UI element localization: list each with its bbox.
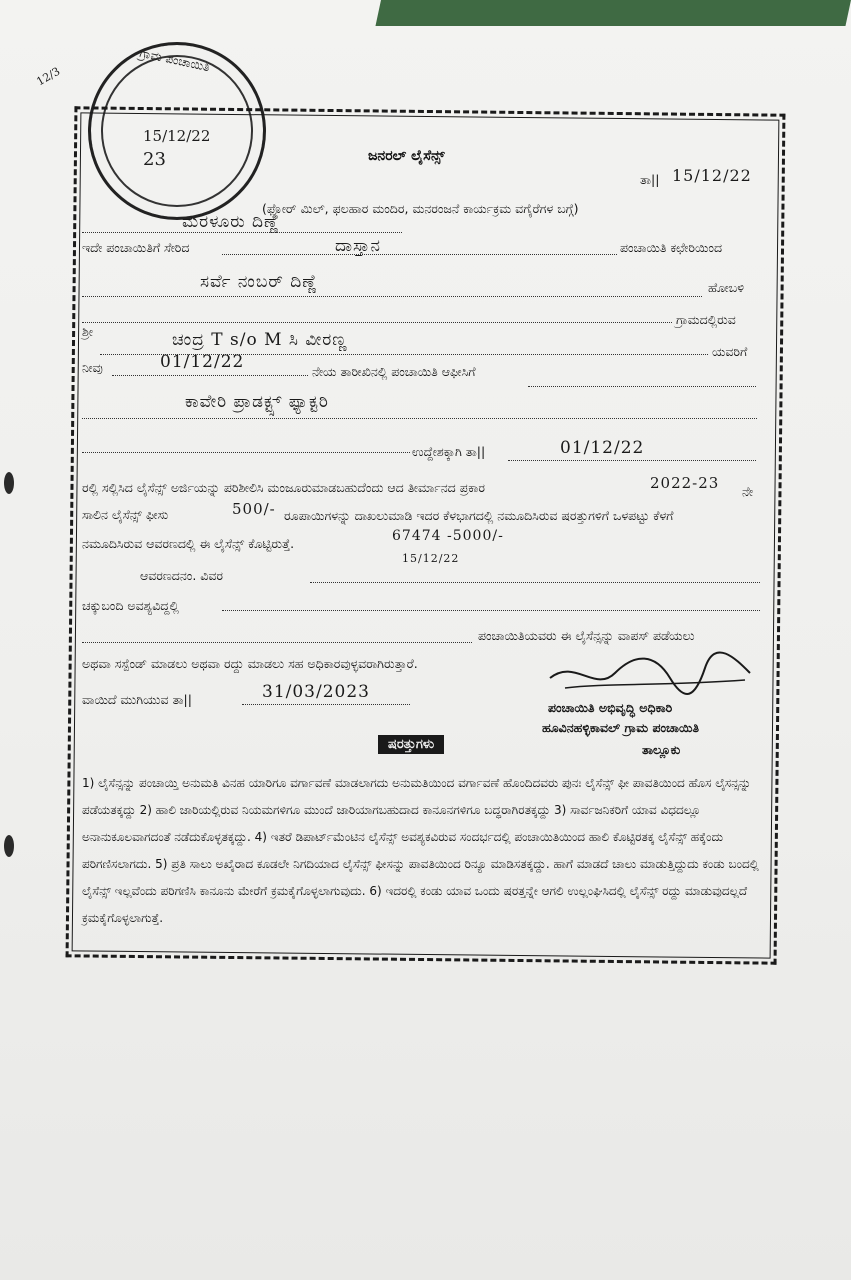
license-subtitle: (ಫ್ಲೋರ್ ಮಿಲ್, ಫಲಹಾರ ಮಂದಿರ, ಮನರಂಜನೆ ಕಾರ್ಯಕ್ರಮ ವಗೈರೆಗಳ ಬಗ್ಗೆ) bbox=[262, 201, 579, 216]
line-issued: ನಮೂದಿಸಿರುವ ಆವರಣದಲ್ಲಿ ಈ ಲೈಸೆನ್ಸ್ ಕೊಟ್ಟಿರುತ್ತೆ. bbox=[82, 536, 295, 551]
line-fee-label: ಸಾಲಿನ ಲೈಸೆನ್ಸ್ ಫೀಸು bbox=[82, 507, 169, 522]
handwritten-receipt-date: 15/12/22 bbox=[402, 552, 460, 565]
signature-panchayat: ಹೂವಿನಹಳ್ಳಿಕಾವಲ್ ಗ್ರಾಮ ಪಂಚಾಯಿತಿ bbox=[542, 720, 699, 735]
fill-line bbox=[82, 296, 702, 297]
fill-line bbox=[222, 610, 760, 611]
line-year-suffix: ನೇ bbox=[742, 484, 754, 499]
line-panchayat-label: ಇದೇ ಪಂಚಾಯಿತಿಗೆ ಸೇರಿದ bbox=[82, 240, 190, 255]
stamp-date: 15/12/22 bbox=[143, 127, 211, 145]
handwritten-applicant: ಚಂದ್ರ T s/o M ಸಿ ವೀರಣ್ಣ bbox=[172, 330, 348, 350]
line-shri: ಶ್ರೀ bbox=[82, 324, 94, 339]
line-village: ಗ್ರಾಮದಲ್ಲಿರುವ bbox=[676, 312, 736, 327]
punch-hole bbox=[4, 472, 14, 494]
conditions-heading: ಷರತ್ತುಗಳು bbox=[378, 735, 444, 754]
fill-line bbox=[528, 386, 756, 387]
line-purpose: ಉದ್ದೇಶಕ್ಕಾಗಿ ತಾ|| bbox=[412, 444, 486, 459]
background-table bbox=[375, 0, 851, 26]
line-to-whom: ಯವರಿಗೆ bbox=[712, 344, 748, 359]
handwritten-year: 2022-23 bbox=[650, 474, 720, 492]
conditions-text: 1) ಲೈಸೆನ್ಸನ್ನು ಪಂಚಾಯ್ತಿ ಅನುಮತಿ ವಿನಹ ಯಾರಿಗೂ ವರ್ಗಾವಣೆ ಮಾಡಲಾಗದು ಅನುಮತಿಯಿಂದ ವರ್ಗಾವಣೆ ಹೊಂದಿದವರು ಪುನಃ ಲೈಸೆನ್ಸ್ ಫೀ ಪಾವತಿಯಿಂದ ಹೊಸ ಲೈಸನ್ಸನ್ನು ಪಡೆಯತಕ್ಕದ್ದು 2) ಹಾಲಿ ಜಾರಿಯಲ್ಲಿರುವ ನಿಯಮಗಳಿಗೂ ಮುಂದೆ ಜಾರಿಯಾಗಬಹುದಾದ ಕಾನೂನಗಳಿಗೂ ಬದ್ಧರಾಗಿರತಕ್ಕದ್ದು 3) ಸಾರ್ವಜನಿಕರಿಗೆ ಯಾವ ವಿಧದಲ್ಲೂ ಅನಾನುಕೂಲವಾಗದಂತೆ ನಡೆದುಕೊಳ್ಳತಕ್ಕದ್ದು. 4) ಇತರೆ ಡಿಪಾರ್ಟ್‌ಮೆಂಟಿನ ಲೈಸೆನ್ಸ್ ಅವಶ್ಯಕವಿರುವ ಸಂದರ್ಭದಲ್ಲಿ ಪಂಚಾಯಿತಿಯಿಂದ ಹಾಲಿ ಕೊಟ್ಟಿರತಕ್ಕ ಲೈಸೆನ್ಸ್ ಹಕ್ಕೆಂದು ಪರಿಗಣಿಸಲಾಗದು. 5) ಪ್ರತಿ ಸಾಲು ಅಖೈರಾದ ಕೂಡಲೇ ನಿಗದಿಯಾದ ಲೈಸೆನ್ಸ್ ಫೀಸನ್ನು ಪಾವತಿಯಿಂದ ರಿನ್ಯೂ ಮಾಡಿಸತಕ್ಕದ್ದು. ಹಾಗೆ ಮಾಡದೆ ಚಾಲು ಮಾಡುತ್ತಿದ್ದುದು ಕಂಡು ಬಂದಲ್ಲಿ ಲೈಸೆನ್ಸ್ ಇಲ್ಲವೆಂದು ಪರಿಗಣಿಸಿ ಕಾನೂನು ಮೇರೆಗೆ ಕ್ರಮಕೈಗೊಳ್ಳಲಾಗುವುದು. 6) ಇದರಲ್ಲಿ ಕಂಡು ಯಾವ ಒಂದು ಷರತ್ತನ್ನೇ ಆಗಲಿ ಉಲ್ಲಂಘಿಸಿದಲ್ಲಿ ಲೈಸೆನ್ಸ್ ರದ್ದು ಮಾಡುವುದಲ್ಲದೆ ಕ್ರಮಕೈಗೊಳ್ಳಲಾಗುತ್ತೆ. bbox=[82, 776, 759, 925]
issue-date: 15/12/22 bbox=[672, 166, 752, 185]
line-application-review: ರಲ್ಲಿ ಸಲ್ಲಿಸಿದ ಲೈಸೆನ್ಸ್ ಅರ್ಜಿಯನ್ನು ಪರಿಶೀಲಿಸಿ ಮಂಜೂರುಮಾಡಬಹುದೆಂದು ಆದ ತೀರ್ಮಾನದ ಪ್ರಕಾರ bbox=[82, 480, 485, 495]
handwritten-purpose-date: 01/12/22 bbox=[560, 438, 645, 458]
line-you: ನೀವು bbox=[82, 360, 103, 375]
stamp-ring-text: ಗ್ರಾಮ ಪಂಚಾಯಿತಿ bbox=[138, 45, 211, 75]
punch-hole bbox=[4, 835, 14, 857]
handwritten-panchayat: ದಾಸ್ತಾನ bbox=[335, 236, 381, 256]
fill-line bbox=[82, 322, 672, 323]
line-boundary: ಚಕ್ಕುಬಂದಿ ಅವಶ್ಯವಿದ್ದಲ್ಲಿ bbox=[82, 598, 179, 613]
line-application-date: ನೇಯ ತಾರೀಖಿನಲ್ಲಿ ಪಂಚಾಯಿತಿ ಆಫೀಸಿಗೆ bbox=[312, 364, 476, 379]
fill-line bbox=[82, 232, 402, 233]
date-label: ತಾ|| bbox=[640, 172, 660, 187]
handwritten-application-date: 01/12/22 bbox=[160, 352, 245, 372]
license-title: ಜನರಲ್ ಲೈಸೆನ್ಸ್ bbox=[368, 148, 445, 164]
handwritten-fee: 500/- bbox=[232, 500, 276, 518]
fill-line bbox=[82, 452, 410, 453]
line-fee-text: ರೂಪಾಯಿಗಳನ್ನು ದಾಖಲುಮಾಡಿ ಇದರ ಕೆಳಭಾಗದಲ್ಲಿ ನಮೂದಿಸಿರುವ ಷರತ್ತುಗಳಿಗೆ ಒಳಪಟ್ಟು ಕೆಳಗೆ bbox=[284, 508, 674, 523]
handwritten-purpose: ಕಾವೇರಿ ಪ್ರಾಡಕ್ಟ್ಸ್ ಫ್ಯಾಕ್ಟರಿ bbox=[185, 392, 329, 412]
line-panchayat-office: ಪಂಚಾಯಿತಿ ಕಛೇರಿಯಿಂದ bbox=[620, 240, 723, 255]
officer-signature bbox=[545, 648, 755, 698]
signature-taluk: ತಾಲ್ಲೂಕು bbox=[642, 742, 681, 757]
line-expiry: ವಾಯಿದೆ ಮುಗಿಯುವ ತಾ|| bbox=[82, 692, 192, 707]
line-authority: ಅಥವಾ ಸಸ್ಪೆಂಡ್ ಮಾಡಲು ಅಥವಾ ರದ್ದು ಮಾಡಲು ಸಹ ಅಧಿಕಾರವುಳ್ಳವರಾಗಿರುತ್ತಾರೆ. bbox=[82, 656, 418, 671]
fill-line bbox=[82, 418, 757, 419]
fill-line bbox=[242, 704, 410, 705]
fill-line bbox=[310, 582, 760, 583]
handwritten-receipt: 67474 -5000/- bbox=[392, 528, 504, 544]
handwritten-expiry-date: 31/03/2023 bbox=[262, 682, 370, 702]
stamp-corner-note: 12/3 bbox=[34, 64, 63, 89]
stamp-inward-number: 23 bbox=[143, 149, 166, 170]
signature-designation: ಪಂಚಾಯಿತಿ ಅಭಿವೃದ್ಧಿ ಅಧಿಕಾರಿ bbox=[548, 700, 673, 715]
fill-line bbox=[112, 375, 308, 376]
line-premises: ಆವರಣದನಂ. ವಿವರ bbox=[140, 568, 223, 583]
fill-line bbox=[82, 642, 472, 643]
line-revoke: ಪಂಚಾಯಿತಿಯವರು ಈ ಲೈಸೆನ್ಸನ್ನು ವಾಪಸ್ ಪಡೆಯಲು bbox=[478, 628, 695, 643]
handwritten-hobli: ಸರ್ವೆ ನಂಬರ್ ದಿಣ್ಣೆ bbox=[200, 272, 318, 292]
handwritten-place: ಮರಳೂರು ದಿಣ್ಣೆ bbox=[182, 212, 280, 232]
line-hobli: ಹೋಬಳಿ bbox=[708, 280, 745, 295]
fill-line bbox=[222, 254, 617, 255]
fill-line bbox=[508, 460, 756, 461]
